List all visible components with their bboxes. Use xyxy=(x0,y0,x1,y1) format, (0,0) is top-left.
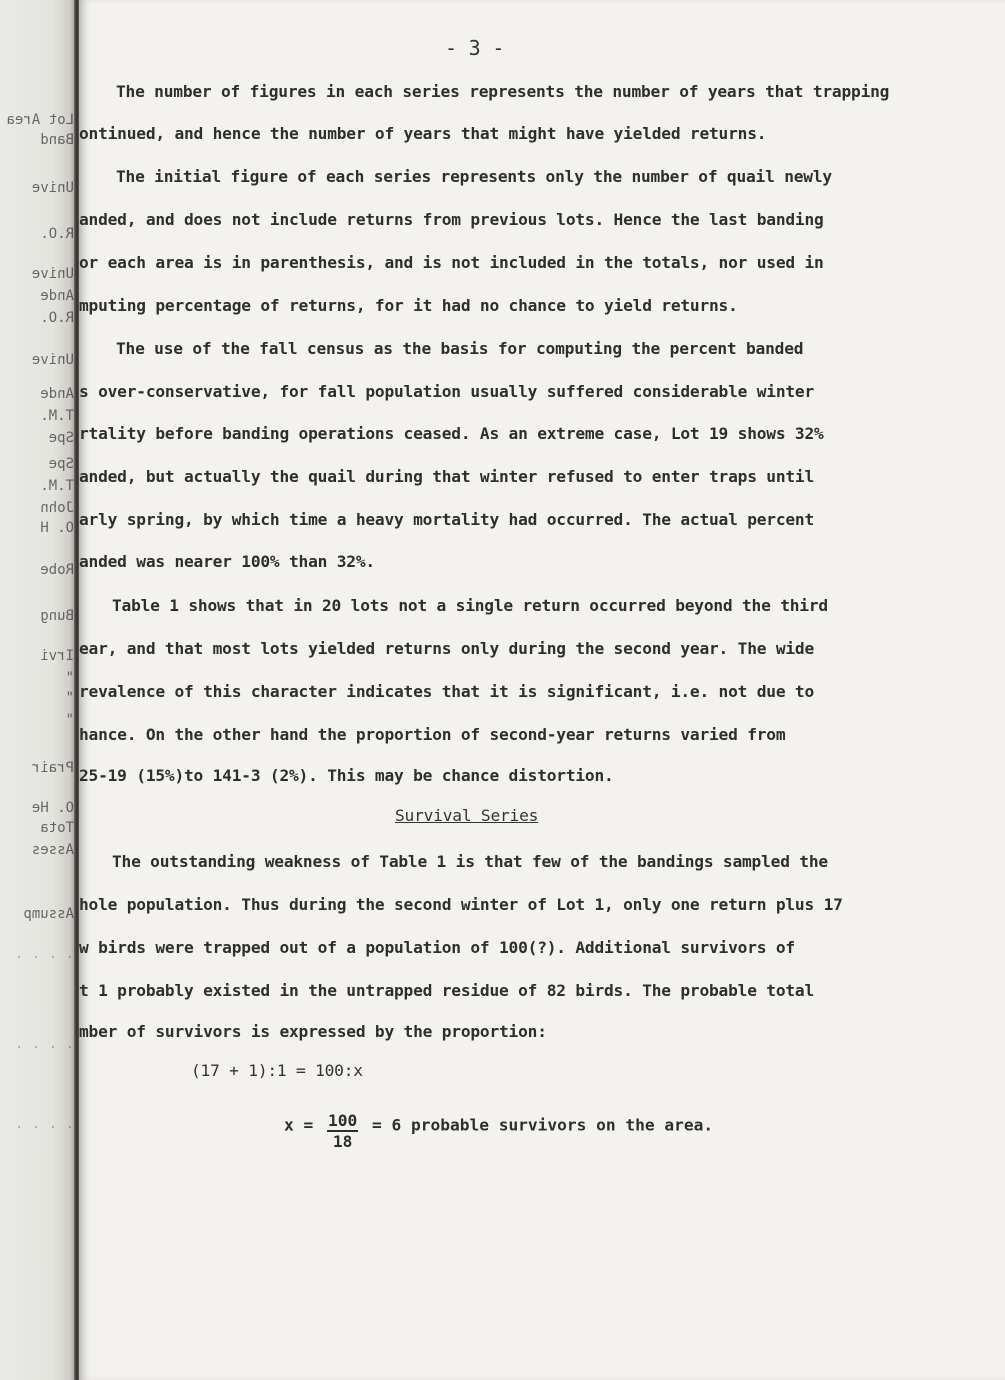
equation-lhs: x = xyxy=(284,1115,314,1135)
facing-page-bleed: · · · · xyxy=(14,1040,74,1056)
facing-page-bleed: · · · · xyxy=(14,950,74,966)
facing-page-fragment: Irvi xyxy=(40,648,74,664)
text-line: mber of survivors is expressed by the proportion: xyxy=(79,1022,547,1041)
facing-page-fragment: T.M. xyxy=(40,408,74,424)
facing-page-fragment: Ande xyxy=(40,386,74,402)
facing-page-fragment: John xyxy=(40,500,74,516)
text-line: The use of the fall census as the basis for computing the percent banded xyxy=(116,339,804,358)
text-line: The initial figure of each series represents only the number of quail newly xyxy=(116,167,832,186)
facing-page-fragment: Tota xyxy=(40,820,74,836)
equation-rhs: = 6 probable survivors on the area. xyxy=(372,1115,714,1135)
text-line: The outstanding weakness of Table 1 is that few of the bandings sampled the xyxy=(112,852,828,871)
facing-page-fragment: T.M. xyxy=(40,478,74,494)
text-line: mputing percentage of returns, for it had no chance to yield returns. xyxy=(79,296,738,315)
facing-page-fragment: " xyxy=(65,670,74,686)
solution-equation xyxy=(284,1106,714,1151)
facing-page-fragment: R.O. xyxy=(40,310,74,326)
facing-page-fragment: R.O. xyxy=(40,226,74,242)
page-number: - 3 - xyxy=(445,36,505,60)
text-line: Table 1 shows that in 20 lots not a single return occurred beyond the third xyxy=(112,596,828,615)
facing-page-fragment: Bung xyxy=(40,608,74,624)
facing-page-fragment: Spe xyxy=(48,456,74,472)
facing-page-fragment: Unive xyxy=(31,180,74,196)
text-line: The number of figures in each series represents the number of years that trapping xyxy=(116,82,890,101)
facing-page-fragment: O. H xyxy=(40,520,74,536)
text-line: anded was nearer 100% than 32%. xyxy=(79,552,375,571)
facing-page-fragment: Lot Area xyxy=(6,112,74,128)
text-line: t 1 probably existed in the untrapped residue of 82 birds. The probable total xyxy=(79,981,815,1000)
proportion-equation: (17 + 1):1 = 100:x xyxy=(191,1061,363,1080)
facing-page-edge xyxy=(0,0,76,1380)
text-line: revalence of this character indicates that it is significant, i.e. not due to xyxy=(79,682,815,701)
facing-page-bleed: · · · · xyxy=(14,1120,74,1136)
text-line: hance. On the other hand the proportion of second-year returns varied from xyxy=(79,725,786,744)
facing-page-fragment: Unive xyxy=(31,352,74,368)
text-line: anded, but actually the quail during that winter refused to enter traps until xyxy=(79,467,815,486)
facing-page-fragment: Spe xyxy=(48,430,74,446)
facing-page-fragment: " xyxy=(65,712,74,728)
section-heading: Survival Series xyxy=(395,806,539,825)
facing-page-fragment: Assump xyxy=(23,906,74,922)
typed-page xyxy=(79,0,1005,1380)
text-line: ontinued, and hence the number of years that might have yielded returns. xyxy=(79,124,767,143)
facing-page-fragment: Ande xyxy=(40,288,74,304)
fraction-denominator: 18 xyxy=(332,1132,353,1151)
fraction xyxy=(327,1112,358,1152)
facing-page-fragment: " xyxy=(65,690,74,706)
text-line: anded, and does not include returns from previous lots. Hence the last banding xyxy=(79,210,824,229)
text-line: 25-19 (15%)to 141-3 (2%). This may be chance distortion. xyxy=(79,766,614,785)
text-line: s over-conservative, for fall population usually suffered considerable winter xyxy=(79,382,815,401)
facing-page-fragment: Unive xyxy=(31,266,74,282)
text-line: hole population. Thus during the second winter of Lot 1, only one return plus 17 xyxy=(79,895,843,914)
text-line: w birds were trapped out of a population of 100(?). Additional survivors of xyxy=(79,938,795,957)
text-line: ear, and that most lots yielded returns only during the second year. The wide xyxy=(79,639,815,658)
facing-page-fragment: Prair xyxy=(31,760,74,776)
text-line: rtality before banding operations ceased. As an extreme case, Lot 19 shows 32% xyxy=(79,424,824,443)
text-line: or each area is in parenthesis, and is not included in the totals, nor used in xyxy=(79,253,824,272)
facing-page-fragment: O. He xyxy=(31,800,74,816)
text-line: arly spring, by which time a heavy mortality had occurred. The actual percent xyxy=(79,510,815,529)
facing-page-fragment: Asses xyxy=(31,842,74,858)
fraction-numerator: 100 xyxy=(328,1111,358,1130)
facing-page-fragment: Robe xyxy=(40,562,74,578)
facing-page-fragment: Band xyxy=(40,132,74,148)
